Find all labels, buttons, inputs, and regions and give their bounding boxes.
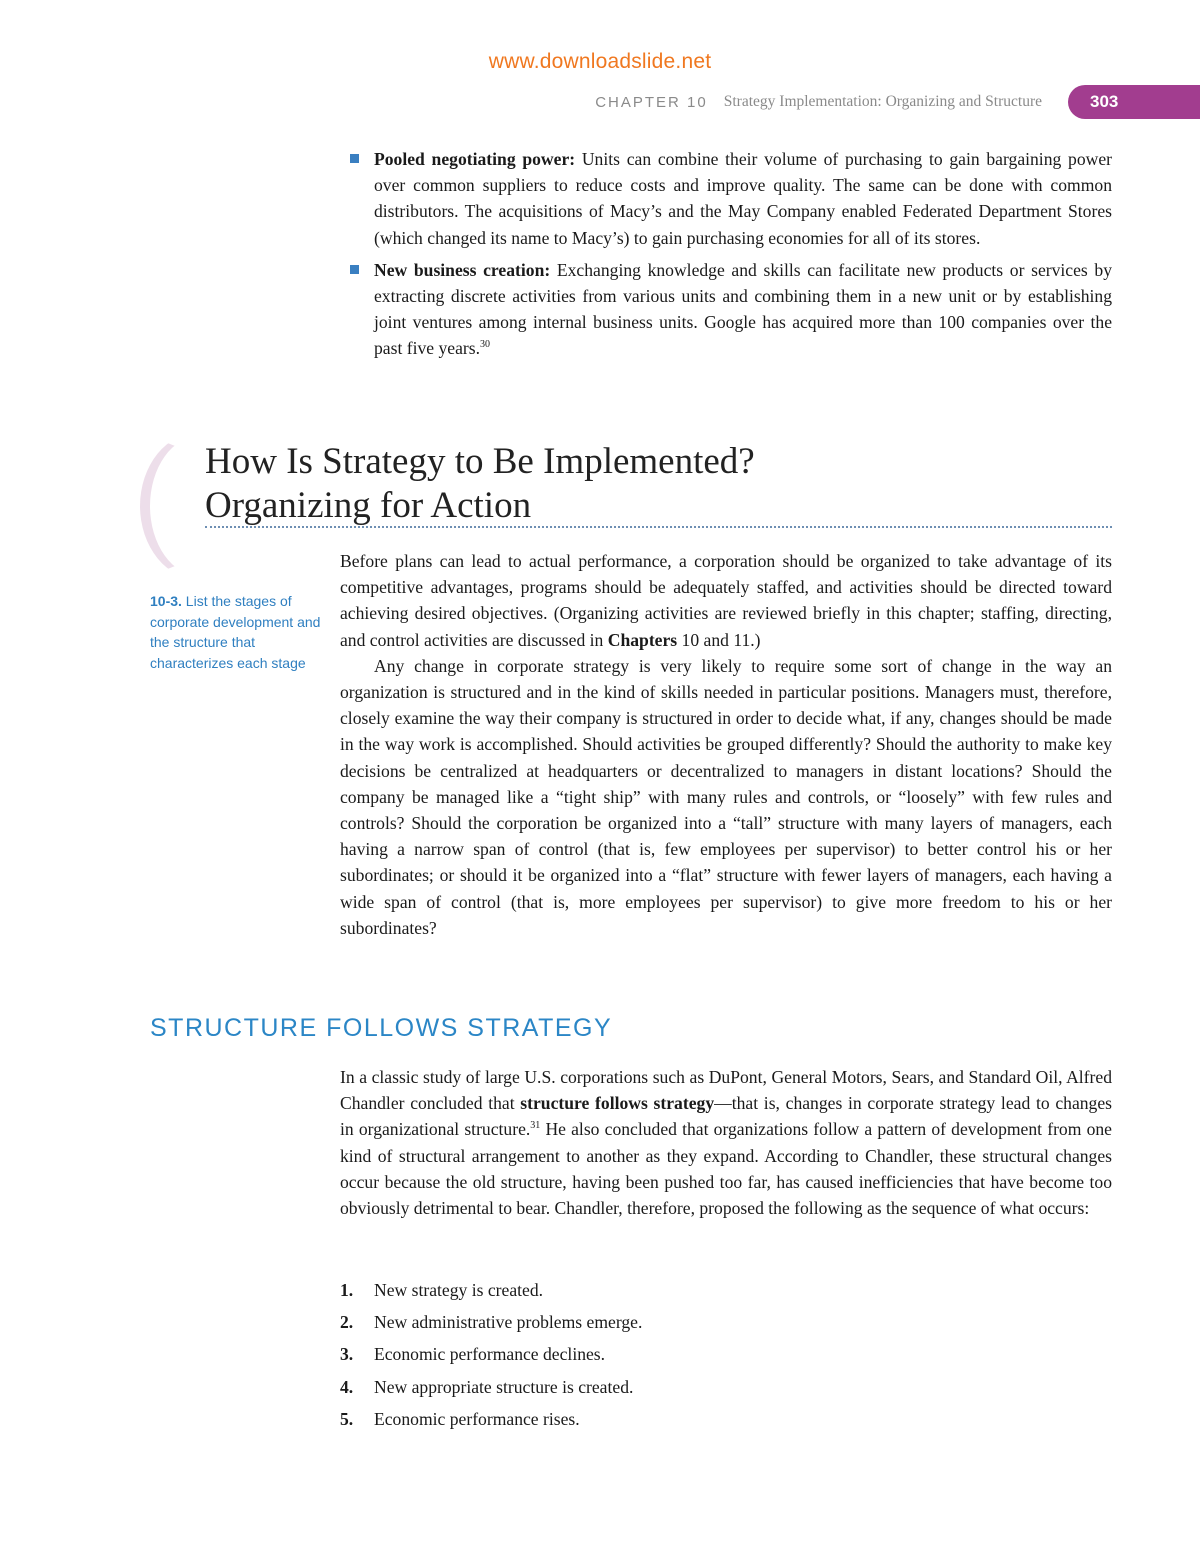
list-item bbox=[340, 1371, 1112, 1403]
bullet-text: Units can combine their volume of purchasing to gain bargaining power over common suppliers to reduce costs and improve quality. The same can be done with common distributors. The acquisitions of Macy’s and the May Company enabled Federated Department Stores (which changed its name to Macy’s) to gain purchasing economies for all of its stores. bbox=[374, 149, 1112, 248]
step-number: 1. bbox=[340, 1280, 354, 1300]
chapter-title: Strategy Implementation: Organizing and Structure bbox=[723, 93, 1042, 110]
objective-number: 10-3. bbox=[150, 593, 182, 609]
section-title-line1: How Is Strategy to Be Implemented? bbox=[205, 441, 755, 482]
square-bullet-icon bbox=[350, 265, 359, 274]
key-term: structure follows strategy bbox=[520, 1093, 715, 1114]
intro-p1-text: Before plans can lead to actual performance, a corporation should be organized to take advantage of its competitive advantages, programs should be adequately staffed, and activities should be directed toward achieving desired objectives. (Organizing activities are reviewed briefly in this chapter; staffing, directing, and control activities are discussed in bbox=[340, 551, 1112, 650]
intro-p1-end: 10 and 11.) bbox=[677, 629, 761, 650]
endnote-ref: 31 bbox=[530, 1119, 541, 1131]
step-number: 3. bbox=[340, 1344, 354, 1365]
step-text: New strategy is created. bbox=[374, 1280, 544, 1300]
chapters-ref: Chapters bbox=[607, 629, 678, 650]
structure-p-end: He also concluded that organizations follow a pattern of development from one kind of structural arrangement to another as they expand. According to Chandler, these structural changes occur because the old structure, having been pushed too far, has caused inefficiencies that have become too obviously detrimental to bear. Chandler, therefore, proposed the following as the sequence of what occurs: bbox=[340, 1119, 1112, 1219]
structure-p-text: In a classic study of large U.S. corporations such as DuPont, General Motors, Sears, and Standard Oil, Alfred Chandler concluded that bbox=[340, 1067, 1112, 1114]
watermark-url: www.downloadslide.net bbox=[488, 50, 712, 73]
bullet-list bbox=[340, 146, 1112, 368]
list-item bbox=[340, 1338, 1112, 1370]
step-number: 2. bbox=[340, 1312, 354, 1333]
intro-paragraph-1 bbox=[340, 548, 1112, 653]
step-text: Economic performance declines. bbox=[374, 1344, 606, 1365]
step-number: 4. bbox=[340, 1376, 354, 1397]
endnote-ref: 30 bbox=[480, 338, 491, 350]
bullet-item bbox=[340, 146, 1112, 251]
bullet-term: Pooled negotiating power: bbox=[374, 149, 576, 169]
running-head bbox=[0, 86, 1060, 118]
subsection-heading: STRUCTURE FOLLOWS STRATEGY bbox=[150, 1014, 613, 1042]
structure-paragraph bbox=[340, 1064, 1112, 1221]
objective-text: List the stages of corporate development and the structure that characterizes each stage bbox=[150, 593, 321, 671]
bullet-item bbox=[340, 257, 1112, 362]
section-title bbox=[205, 440, 1105, 528]
list-item bbox=[340, 1306, 1112, 1338]
bullet-text: Exchanging knowledge and skills can facilitate new products or services by extracting discrete activities from various units and combining them in a new unit or by establishing joint ventures among internal business units. Google has acquired more than 100 companies over the past five years. bbox=[374, 259, 1113, 359]
square-bullet-icon bbox=[350, 154, 359, 163]
chapter-label: CHAPTER 10 bbox=[595, 93, 708, 111]
step-number: 5. bbox=[340, 1408, 354, 1429]
list-item bbox=[340, 1403, 1112, 1435]
step-text: New appropriate structure is created. bbox=[374, 1376, 634, 1397]
bullet-term: New business creation: bbox=[374, 259, 551, 280]
intro-paragraph-2: Any change in corporate strategy is very likely to require some sort of change in the way an organization is structured and in the kind of skills needed in particular positions. Managers must, therefore, closely examine the way their company is structured in order to decide what, if any, changes should be made in the way work is accomplished. Should activities be grouped differently? Should the authority to make key decisions be centralized at headquarters or decentralized to managers in distant locations? Should the company be managed like a “tight ship” with many rules and controls, or “loosely” with few rules and controls? Should the corporation be organized into a “tall” structure with many layers of managers, each having a narrow span of control (that is, few employees per supervisor) to better control his or her subordinates; or should it be organized into a “flat” structure with fewer layers of managers, each having a wide span of control (that is, more employees per supervisor) to give more freedom to his or her subordinates? bbox=[340, 655, 1112, 938]
learning-objective-note bbox=[150, 591, 332, 673]
sequence-list bbox=[340, 1274, 1112, 1435]
structure-section bbox=[340, 1064, 1112, 1221]
step-text: New administrative problems emerge. bbox=[374, 1312, 643, 1333]
page-number: 303 bbox=[1090, 92, 1119, 111]
title-divider bbox=[205, 526, 1112, 528]
step-text: Economic performance rises. bbox=[374, 1408, 580, 1429]
page-number-tab bbox=[1068, 85, 1200, 119]
list-item bbox=[340, 1274, 1112, 1306]
intro-section bbox=[340, 548, 1112, 941]
section-title-line2: Organizing for Action bbox=[205, 485, 532, 526]
structure-p-mid: —that is, changes in corporate strategy lead to changes in organizational structure. bbox=[340, 1093, 1113, 1140]
